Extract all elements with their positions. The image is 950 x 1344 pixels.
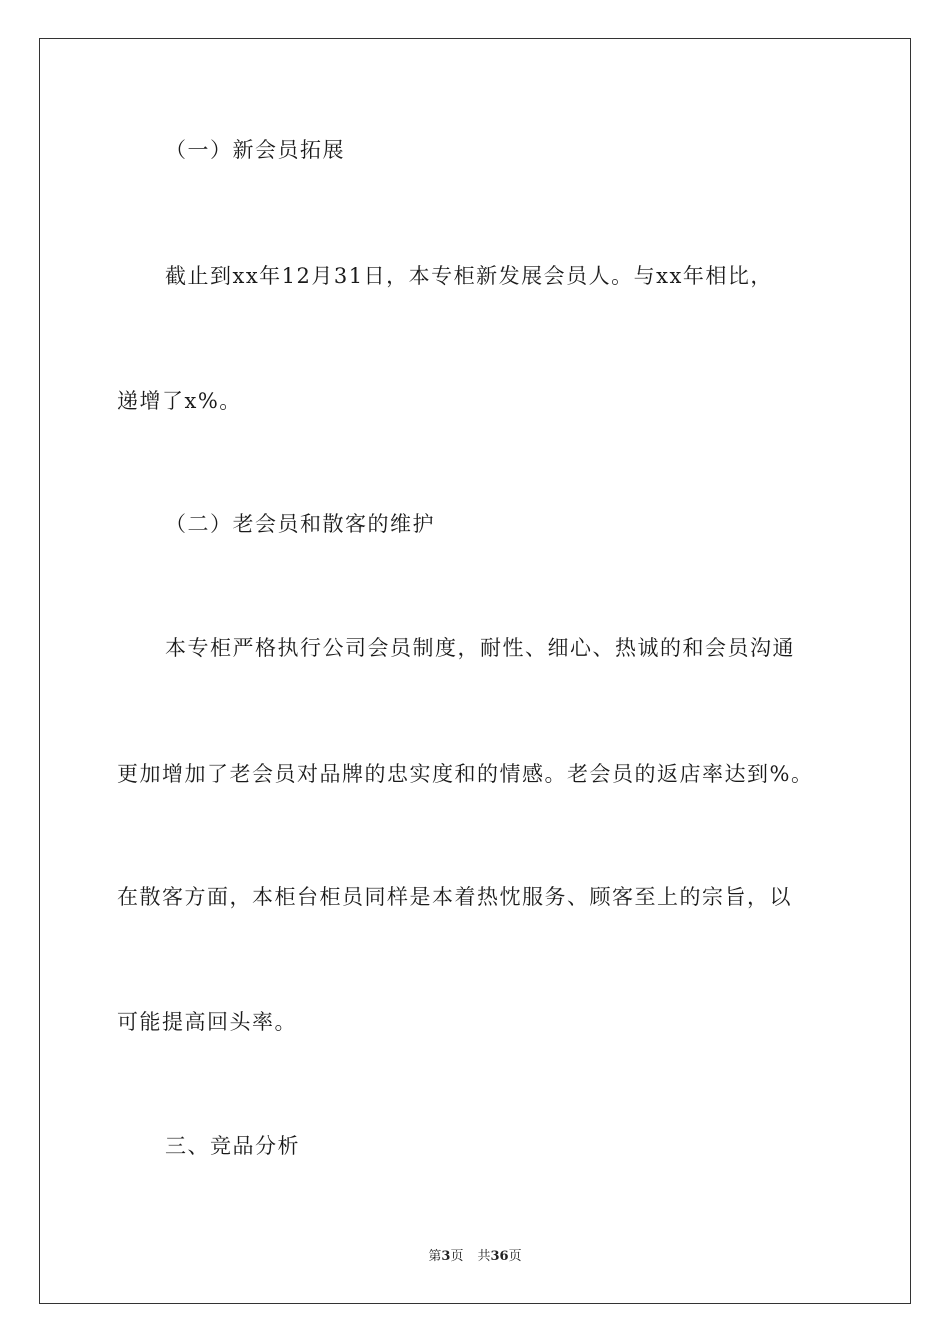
page-number: 3 — [441, 1249, 451, 1264]
paragraph-line: 截止到xx年12月31日，本专柜新发展会员人。与xx年相比， — [165, 264, 773, 288]
page-suffix: 页 — [450, 1249, 464, 1264]
paragraph-line: 本专柜严格执行公司会员制度，耐性、细心、热诚的和会员沟通 — [165, 636, 795, 660]
paragraph-line: 更加增加了老会员对品牌的忠实度和的情感。老会员的返店率达到%。 — [117, 762, 814, 786]
paragraph-line: 递增了x%。 — [117, 389, 242, 413]
paragraph-line: 在散客方面，本柜台柜员同样是本着热忱服务、顾客至上的宗旨，以 — [117, 885, 792, 909]
section-heading-member-maintenance: （二）老会员和散客的维护 — [165, 512, 435, 536]
page-border — [39, 38, 911, 1304]
page-prefix: 第 — [428, 1249, 442, 1264]
total-suffix: 页 — [508, 1249, 522, 1264]
total-pages: 36 — [490, 1249, 509, 1264]
section-heading-new-members: （一）新会员拓展 — [165, 138, 345, 162]
section-heading-competitor-analysis: 三、竞品分析 — [165, 1134, 300, 1158]
page-footer — [0, 1248, 950, 1266]
total-prefix: 共 — [477, 1249, 491, 1264]
paragraph-line: 可能提高回头率。 — [117, 1010, 297, 1034]
